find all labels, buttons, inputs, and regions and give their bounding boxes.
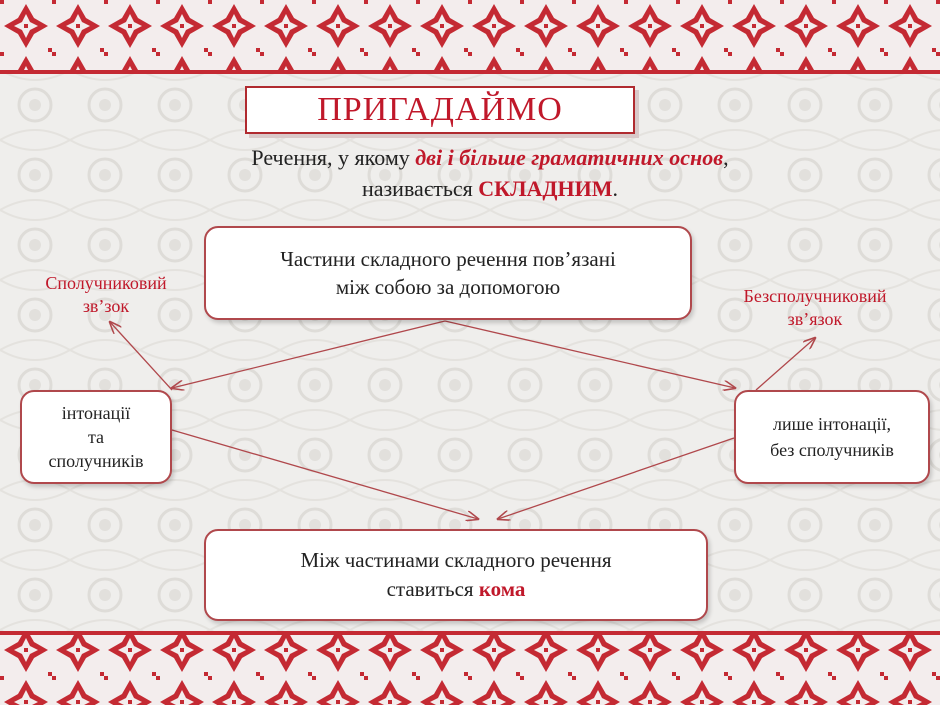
arrow-top-to-right <box>445 321 735 388</box>
definition-part1: Речення, у якому <box>251 145 416 170</box>
box-intonation-conjunctions <box>20 390 172 484</box>
label-left-line1: Сполучниковий <box>45 273 167 293</box>
page-title: ПРИГАДАЙМО <box>317 91 563 128</box>
box-left-line2: та <box>87 427 105 447</box>
label-left-line2: зв’зок <box>82 296 130 316</box>
definition-emphasis: дві і більше граматичних основ <box>415 145 724 170</box>
arrow-top-to-left <box>172 321 445 388</box>
box-top-line2: між собою за допомогою <box>335 275 561 299</box>
arrow-left-to-label <box>110 322 172 390</box>
arrow-right-to-label <box>756 338 815 390</box>
label-conjunctive-link <box>22 272 190 318</box>
label-right-line1: Безсполучниковий <box>743 286 887 306</box>
definition-part3: називається <box>361 176 479 201</box>
definition-strong: СКЛАДНИМ <box>478 176 613 201</box>
box-connection-means <box>204 226 692 320</box>
label-asyndetic-link <box>715 285 915 331</box>
box-comma-rule <box>204 529 708 621</box>
box-left-line1: інтонації <box>61 403 131 423</box>
box-bottom-line2: ставиться <box>386 577 479 601</box>
definition-part2: , <box>723 145 729 170</box>
box-left-line3: сполучників <box>48 451 144 471</box>
box-right-line2: без сполучників <box>770 440 894 460</box>
arrow-left-to-bottom <box>172 430 478 519</box>
definition-part4: . <box>612 176 619 201</box>
box-top-line1: Частини складного речення пов’язані <box>280 247 616 271</box>
box-bottom-emphasis: кома <box>478 577 526 601</box>
box-intonation-only <box>734 390 930 484</box>
box-right-line1: лише інтонації, <box>773 414 891 434</box>
box-bottom-line1: Між частинами складного речення <box>300 548 612 572</box>
label-right-line2: зв’язок <box>787 309 843 329</box>
arrow-right-to-bottom <box>498 438 734 519</box>
